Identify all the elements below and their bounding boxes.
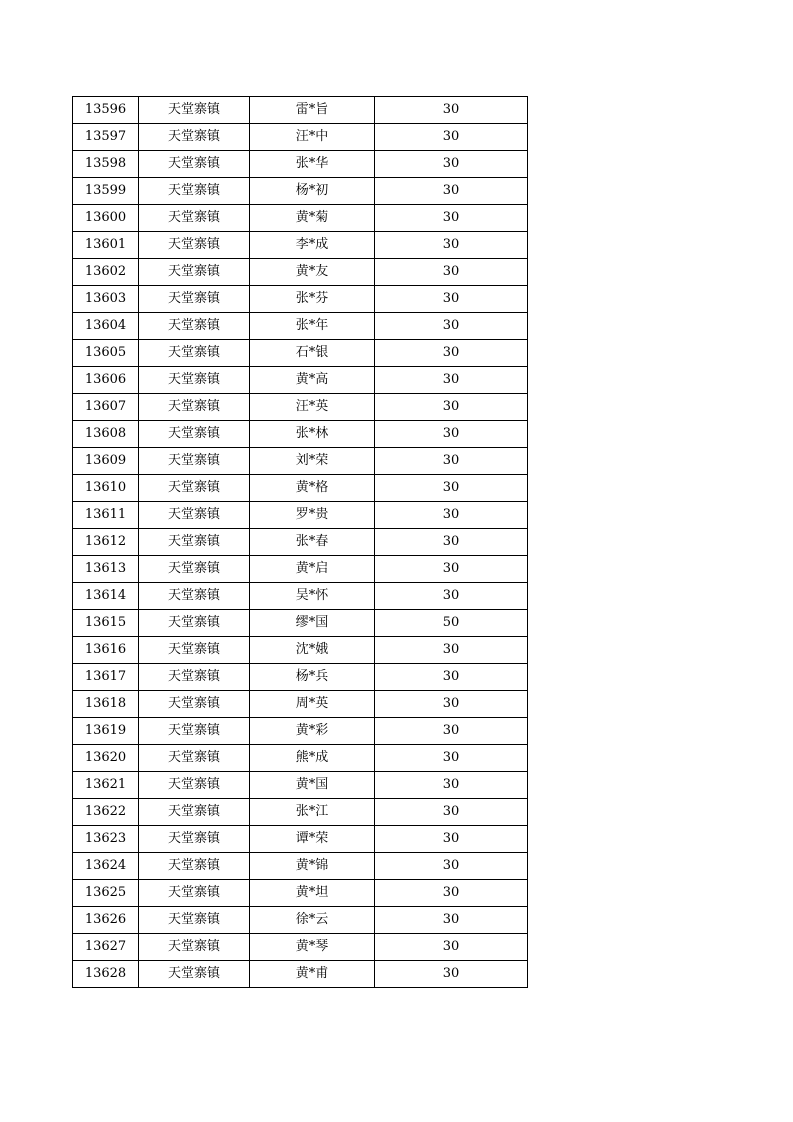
cell-town: 天堂寨镇 <box>139 313 250 340</box>
cell-serial-number: 13609 <box>73 448 139 475</box>
cell-amount: 30 <box>375 286 528 313</box>
cell-serial-number: 13598 <box>73 151 139 178</box>
cell-person-name: 张*林 <box>250 421 375 448</box>
cell-amount: 30 <box>375 421 528 448</box>
cell-town: 天堂寨镇 <box>139 745 250 772</box>
cell-town: 天堂寨镇 <box>139 232 250 259</box>
cell-person-name: 张*春 <box>250 529 375 556</box>
cell-town: 天堂寨镇 <box>139 880 250 907</box>
cell-serial-number: 13625 <box>73 880 139 907</box>
cell-town: 天堂寨镇 <box>139 637 250 664</box>
cell-person-name: 杨*兵 <box>250 664 375 691</box>
cell-town: 天堂寨镇 <box>139 529 250 556</box>
cell-serial-number: 13624 <box>73 853 139 880</box>
cell-person-name: 徐*云 <box>250 907 375 934</box>
table-row <box>73 205 528 232</box>
cell-serial-number: 13618 <box>73 691 139 718</box>
cell-amount: 50 <box>375 610 528 637</box>
cell-serial-number: 13623 <box>73 826 139 853</box>
cell-amount: 30 <box>375 583 528 610</box>
cell-amount: 30 <box>375 313 528 340</box>
cell-amount: 30 <box>375 772 528 799</box>
cell-town: 天堂寨镇 <box>139 502 250 529</box>
cell-town: 天堂寨镇 <box>139 475 250 502</box>
table-row <box>73 799 528 826</box>
table-row <box>73 853 528 880</box>
table-row <box>73 880 528 907</box>
cell-serial-number: 13599 <box>73 178 139 205</box>
table-body <box>73 97 528 988</box>
cell-person-name: 张*江 <box>250 799 375 826</box>
table-row <box>73 745 528 772</box>
cell-town: 天堂寨镇 <box>139 367 250 394</box>
cell-person-name: 谭*荣 <box>250 826 375 853</box>
cell-town: 天堂寨镇 <box>139 151 250 178</box>
cell-town: 天堂寨镇 <box>139 799 250 826</box>
cell-person-name: 黄*坦 <box>250 880 375 907</box>
table-row <box>73 313 528 340</box>
cell-person-name: 黄*菊 <box>250 205 375 232</box>
cell-serial-number: 13622 <box>73 799 139 826</box>
cell-serial-number: 13614 <box>73 583 139 610</box>
cell-person-name: 黄*锦 <box>250 853 375 880</box>
cell-serial-number: 13604 <box>73 313 139 340</box>
cell-serial-number: 13610 <box>73 475 139 502</box>
cell-person-name: 汪*英 <box>250 394 375 421</box>
cell-person-name: 黄*国 <box>250 772 375 799</box>
cell-person-name: 张*年 <box>250 313 375 340</box>
cell-amount: 30 <box>375 367 528 394</box>
cell-amount: 30 <box>375 880 528 907</box>
cell-serial-number: 13611 <box>73 502 139 529</box>
cell-amount: 30 <box>375 205 528 232</box>
cell-serial-number: 13612 <box>73 529 139 556</box>
cell-person-name: 石*银 <box>250 340 375 367</box>
cell-town: 天堂寨镇 <box>139 394 250 421</box>
cell-amount: 30 <box>375 502 528 529</box>
cell-person-name: 汪*中 <box>250 124 375 151</box>
cell-town: 天堂寨镇 <box>139 934 250 961</box>
table-row <box>73 367 528 394</box>
cell-person-name: 沈*娥 <box>250 637 375 664</box>
cell-town: 天堂寨镇 <box>139 610 250 637</box>
cell-amount: 30 <box>375 340 528 367</box>
cell-town: 天堂寨镇 <box>139 97 250 124</box>
cell-town: 天堂寨镇 <box>139 421 250 448</box>
cell-amount: 30 <box>375 151 528 178</box>
cell-town: 天堂寨镇 <box>139 664 250 691</box>
table-row <box>73 583 528 610</box>
table-row <box>73 286 528 313</box>
cell-amount: 30 <box>375 664 528 691</box>
table-row <box>73 475 528 502</box>
cell-town: 天堂寨镇 <box>139 691 250 718</box>
cell-person-name: 张*华 <box>250 151 375 178</box>
table-row <box>73 934 528 961</box>
cell-amount: 30 <box>375 934 528 961</box>
table-row <box>73 826 528 853</box>
cell-amount: 30 <box>375 718 528 745</box>
cell-amount: 30 <box>375 745 528 772</box>
cell-amount: 30 <box>375 799 528 826</box>
cell-amount: 30 <box>375 691 528 718</box>
cell-person-name: 熊*成 <box>250 745 375 772</box>
cell-person-name: 周*英 <box>250 691 375 718</box>
table-row <box>73 232 528 259</box>
table-row <box>73 124 528 151</box>
cell-town: 天堂寨镇 <box>139 340 250 367</box>
cell-serial-number: 13626 <box>73 907 139 934</box>
cell-amount: 30 <box>375 556 528 583</box>
cell-person-name: 李*成 <box>250 232 375 259</box>
cell-amount: 30 <box>375 637 528 664</box>
cell-serial-number: 13600 <box>73 205 139 232</box>
cell-serial-number: 13596 <box>73 97 139 124</box>
subsidy-table <box>72 96 528 988</box>
table-row <box>73 907 528 934</box>
table-row <box>73 259 528 286</box>
cell-serial-number: 13627 <box>73 934 139 961</box>
table-row <box>73 502 528 529</box>
cell-person-name: 缪*国 <box>250 610 375 637</box>
cell-person-name: 罗*贵 <box>250 502 375 529</box>
cell-person-name: 黄*琴 <box>250 934 375 961</box>
cell-amount: 30 <box>375 178 528 205</box>
cell-person-name: 黄*启 <box>250 556 375 583</box>
table-row <box>73 718 528 745</box>
cell-serial-number: 13628 <box>73 961 139 988</box>
cell-town: 天堂寨镇 <box>139 718 250 745</box>
cell-amount: 30 <box>375 529 528 556</box>
cell-serial-number: 13602 <box>73 259 139 286</box>
cell-person-name: 雷*旨 <box>250 97 375 124</box>
cell-amount: 30 <box>375 232 528 259</box>
cell-serial-number: 13615 <box>73 610 139 637</box>
cell-serial-number: 13605 <box>73 340 139 367</box>
cell-amount: 30 <box>375 475 528 502</box>
cell-town: 天堂寨镇 <box>139 826 250 853</box>
table-row <box>73 772 528 799</box>
cell-amount: 30 <box>375 853 528 880</box>
cell-person-name: 刘*荣 <box>250 448 375 475</box>
cell-town: 天堂寨镇 <box>139 205 250 232</box>
cell-town: 天堂寨镇 <box>139 772 250 799</box>
cell-town: 天堂寨镇 <box>139 124 250 151</box>
cell-serial-number: 13601 <box>73 232 139 259</box>
table-row <box>73 556 528 583</box>
table-row <box>73 421 528 448</box>
table-row <box>73 151 528 178</box>
cell-serial-number: 13620 <box>73 745 139 772</box>
cell-amount: 30 <box>375 97 528 124</box>
cell-town: 天堂寨镇 <box>139 178 250 205</box>
cell-amount: 30 <box>375 448 528 475</box>
cell-person-name: 黄*彩 <box>250 718 375 745</box>
table-row <box>73 529 528 556</box>
cell-town: 天堂寨镇 <box>139 556 250 583</box>
cell-serial-number: 13617 <box>73 664 139 691</box>
cell-amount: 30 <box>375 394 528 421</box>
table-row <box>73 610 528 637</box>
cell-serial-number: 13608 <box>73 421 139 448</box>
cell-amount: 30 <box>375 124 528 151</box>
table-row <box>73 394 528 421</box>
table-row <box>73 448 528 475</box>
table-row <box>73 97 528 124</box>
cell-serial-number: 13621 <box>73 772 139 799</box>
cell-amount: 30 <box>375 907 528 934</box>
cell-town: 天堂寨镇 <box>139 286 250 313</box>
cell-person-name: 杨*初 <box>250 178 375 205</box>
cell-person-name: 黄*格 <box>250 475 375 502</box>
cell-town: 天堂寨镇 <box>139 907 250 934</box>
cell-person-name: 黄*甫 <box>250 961 375 988</box>
table-row <box>73 340 528 367</box>
cell-serial-number: 13607 <box>73 394 139 421</box>
cell-serial-number: 13603 <box>73 286 139 313</box>
cell-town: 天堂寨镇 <box>139 961 250 988</box>
cell-amount: 30 <box>375 259 528 286</box>
cell-person-name: 黄*友 <box>250 259 375 286</box>
cell-serial-number: 13619 <box>73 718 139 745</box>
cell-serial-number: 13616 <box>73 637 139 664</box>
cell-town: 天堂寨镇 <box>139 583 250 610</box>
cell-town: 天堂寨镇 <box>139 448 250 475</box>
cell-person-name: 吴*怀 <box>250 583 375 610</box>
cell-serial-number: 13597 <box>73 124 139 151</box>
table-row <box>73 178 528 205</box>
cell-person-name: 黄*高 <box>250 367 375 394</box>
table-row <box>73 637 528 664</box>
table-row <box>73 961 528 988</box>
table-row <box>73 691 528 718</box>
cell-amount: 30 <box>375 826 528 853</box>
cell-person-name: 张*芬 <box>250 286 375 313</box>
table-row <box>73 664 528 691</box>
cell-town: 天堂寨镇 <box>139 853 250 880</box>
cell-amount: 30 <box>375 961 528 988</box>
cell-serial-number: 13606 <box>73 367 139 394</box>
cell-town: 天堂寨镇 <box>139 259 250 286</box>
cell-serial-number: 13613 <box>73 556 139 583</box>
